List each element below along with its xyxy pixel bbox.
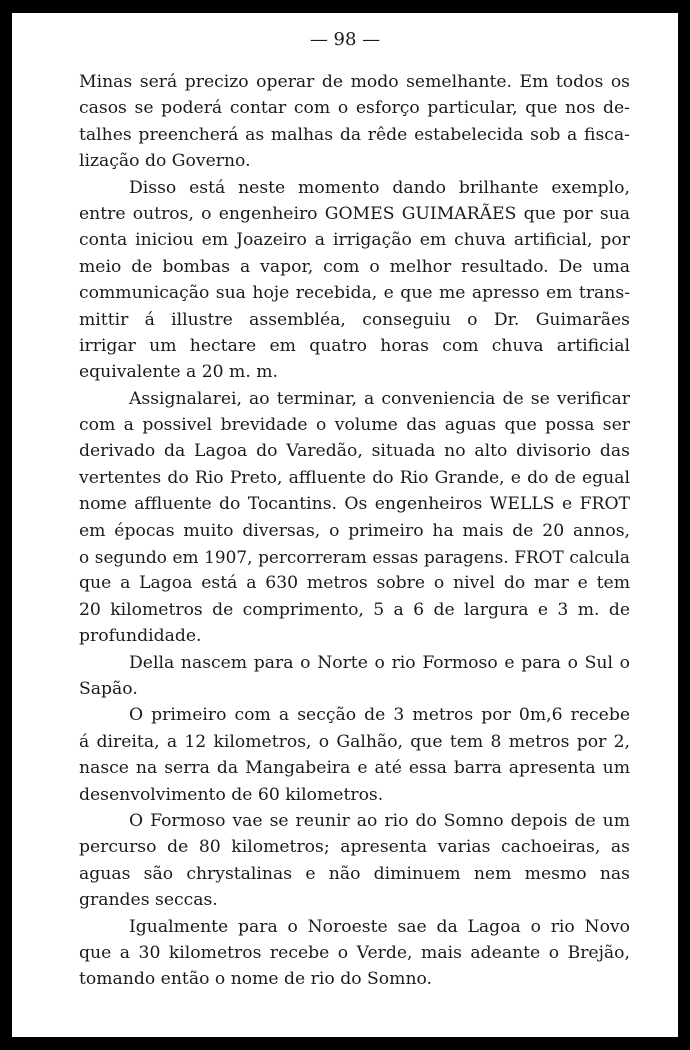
text-line: entre outros, o engenheiro GOMES GUIMARÃES que por sua <box>79 203 630 224</box>
paragraph <box>79 386 630 650</box>
text-line: o segundo em 1907, percorreram essas paragens. FROT calcula <box>79 547 630 568</box>
text-line: Assignalarei, ao terminar, a conveniencia de se verificar <box>129 388 630 409</box>
text-line: profundidade. <box>79 626 202 647</box>
text-line: aguas são chrystalinas e não diminuem nem mesmo nas <box>79 863 630 884</box>
text-line: mittir á illustre assembléa, conseguiu o Dr. Guimarães <box>79 309 630 330</box>
text-line: nasce na serra da Mangabeira e até essa barra apresenta um <box>79 758 630 779</box>
text-line: 20 kilometros de comprimento, 5 a 6 de largura e 3 m. de <box>79 599 630 620</box>
text-line: com a possivel brevidade o volume das aguas que possa ser <box>79 415 630 436</box>
text-line: tomando então o nome de rio do Somno. <box>79 969 433 990</box>
text-line: Della nascem para o Norte o rio Formoso e para o Sul o <box>129 652 630 673</box>
paragraph <box>79 914 630 993</box>
text-line: irrigar um hectare em quatro horas com chuva artificial <box>79 335 630 356</box>
text-line: Minas será precizo operar de modo semelhante. Em todos os <box>79 72 630 92</box>
text-line: que a 30 kilometros recebe o Verde, mais adeante o Brejão, <box>79 942 630 963</box>
text-line: á direita, a 12 kilometros, o Galhão, que tem 8 metros por 2, <box>79 731 630 752</box>
book-page <box>12 13 678 1037</box>
text-line: conta iniciou em Joazeiro a irrigação em chuva artificial, por <box>79 230 630 251</box>
text-line: Sapão. <box>79 678 138 699</box>
text-line: talhes preencherá as malhas da rêde estabelecida sob a fisca- <box>79 124 630 145</box>
text-line: derivado da Lagoa do Varedão, situada no alto divisorio das <box>79 441 630 462</box>
page-number: — 98 — <box>309 29 381 50</box>
text-line: nome affluente do Tocantins. Os engenheiros WELLS e FROT <box>79 494 630 515</box>
text-line: Igualmente para o Noroeste sae da Lagoa o rio Novo <box>129 916 630 937</box>
text-line: percurso de 80 kilometros; apresenta varias cachoeiras, as <box>79 837 630 858</box>
text-line: communicação sua hoje recebida, e que me apresso em trans- <box>79 283 630 304</box>
text-line: O Formoso vae se reunir ao rio do Somno depois de um <box>129 810 630 831</box>
paragraph <box>79 702 630 808</box>
text-line: grandes seccas. <box>79 890 218 911</box>
text-line: equivalente a 20 m. m. <box>79 362 279 383</box>
text-line: meio de bombas a vapor, com o melhor resultado. De uma <box>79 256 630 277</box>
text-line: Disso está neste momento dando brilhante exemplo, <box>129 177 630 198</box>
text-line: lização do Governo. <box>79 151 251 172</box>
text-line: vertentes do Rio Preto, affluente do Rio Grande, e do de egual <box>79 467 630 488</box>
text-line: em épocas muito diversas, o primeiro ha mais de 20 annos, <box>79 520 630 541</box>
paragraph <box>79 69 630 175</box>
text-line: casos se poderá contar com o esforço particular, que nos de- <box>79 98 630 119</box>
text-line: que a Lagoa está a 630 metros sobre o nivel do mar e tem <box>79 573 630 594</box>
paragraph <box>79 808 630 914</box>
paragraph <box>79 650 630 703</box>
text-line: desenvolvimento de 60 kilometros. <box>79 784 384 805</box>
text-line: O primeiro com a secção de 3 metros por 0m,6 recebe <box>129 705 630 726</box>
body-text <box>79 69 630 993</box>
paragraph <box>79 175 630 386</box>
